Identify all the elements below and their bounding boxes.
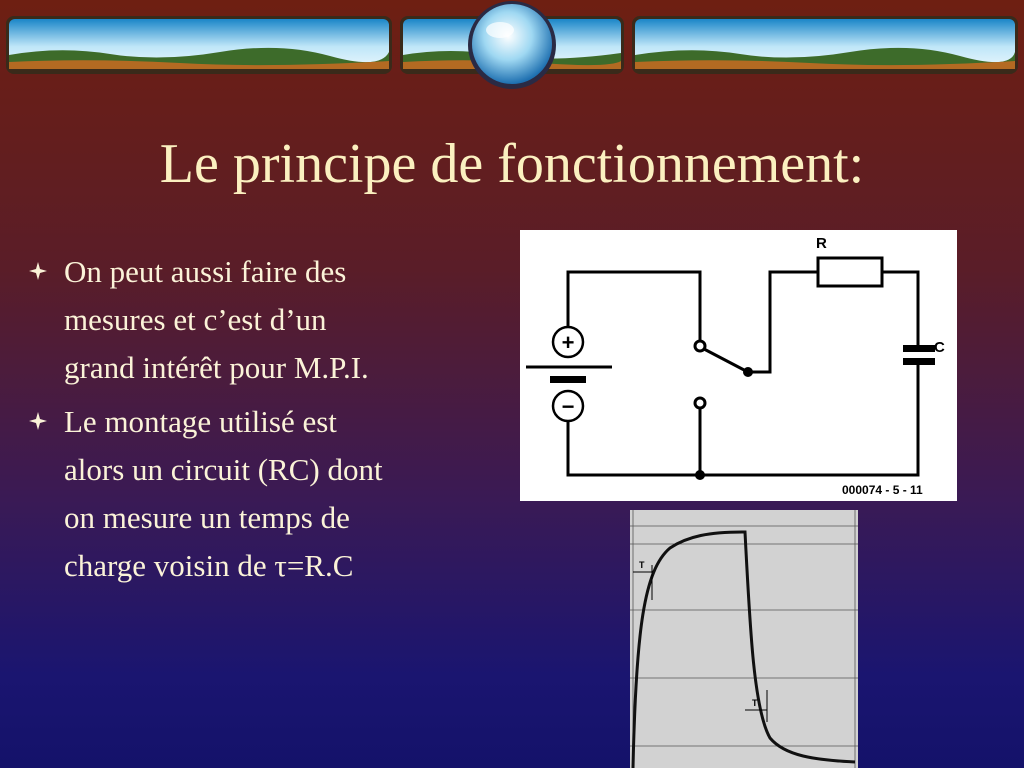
figure-reference: 000074 - 5 - 11 (842, 483, 923, 497)
globe-icon (468, 1, 556, 89)
tau-label-rise: T (639, 560, 645, 570)
capacitor-label: C (934, 339, 945, 356)
diamond-bullet-icon (28, 411, 48, 431)
bullet-1-line-3: grand intérêt pour M.P.I. (64, 350, 369, 385)
bullet-2-line-3: on mesure un temps de (64, 500, 350, 535)
resistor-symbol (818, 258, 882, 286)
charge-discharge-oscillogram (630, 510, 858, 768)
slide-title: Le principe de fonctionnement: (159, 133, 865, 195)
banner-panel-right (632, 16, 1018, 74)
banner-panel-left (6, 16, 392, 74)
bullet-2-line-2: alors un circuit (RC) dont (64, 452, 383, 487)
resistor-label: R (816, 235, 827, 252)
tau-symbol: τ (274, 548, 287, 583)
bullet-list (28, 248, 498, 596)
circuit-wires (568, 272, 918, 475)
bullet-2-line-4-prefix: charge voisin de (64, 548, 275, 583)
bullet-2-line-4-suffix: =R.C (286, 548, 354, 583)
battery-minus-symbol: − (561, 394, 575, 419)
bullet-2-line-1: Le montage utilisé est (64, 404, 337, 439)
bullet-1-line-2: mesures et c’est d’un (64, 302, 327, 337)
battery-plus-symbol: + (561, 330, 575, 355)
capacitor-symbol (903, 345, 935, 365)
diamond-bullet-icon (28, 261, 48, 281)
switch-symbol (695, 341, 753, 480)
oscilloscope-screen (630, 510, 858, 768)
bullet-1-line-1: On peut aussi faire des (64, 254, 347, 289)
bullet-2-line-4 (64, 548, 353, 583)
bullet-item-2 (28, 398, 498, 590)
bullet-item-1 (28, 248, 498, 392)
decorative-header-banner (0, 0, 1024, 100)
tau-label-fall: T (752, 698, 758, 708)
rc-circuit-diagram (520, 230, 957, 501)
